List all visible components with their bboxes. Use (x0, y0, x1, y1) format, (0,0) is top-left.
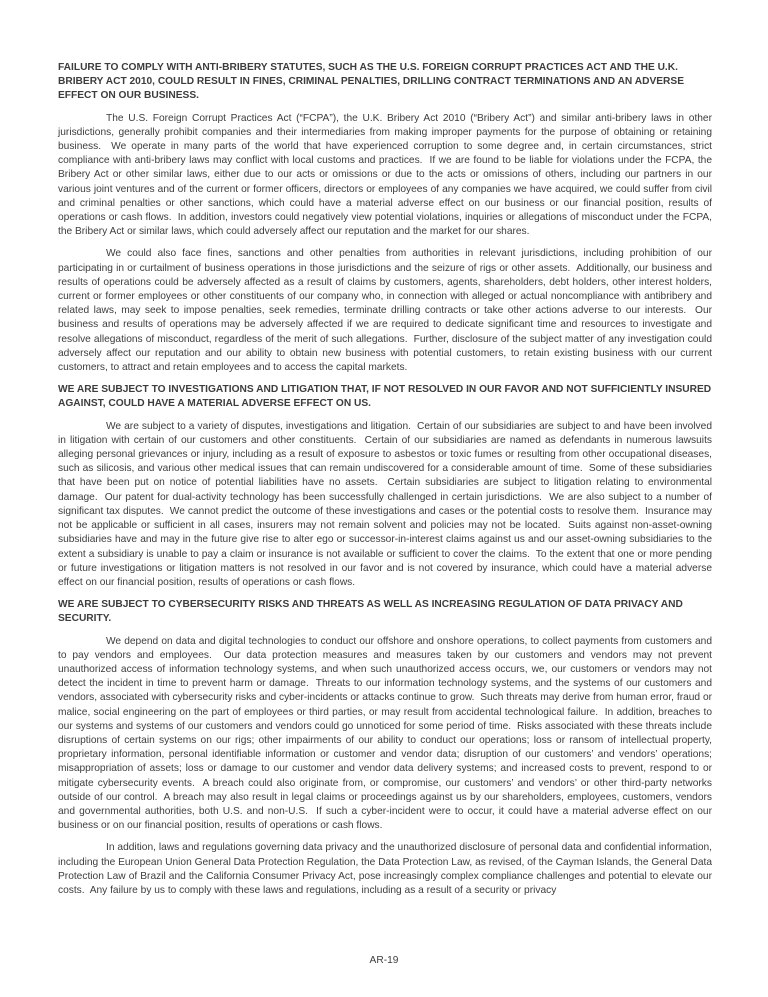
risk-factor-heading: WE ARE SUBJECT TO CYBERSECURITY RISKS AND THREATS AS WELL AS INCREASING REGULATION OF DATA PRIVACY AND SECURITY. (58, 599, 683, 625)
body-paragraph: We are subject to a variety of disputes, investigations and litigation. Certain of our subsidiaries are subject to and have been involved in litigation with certain of our customers and other constituents. Certain of our subsidiaries are named as defendants in numerous lawsuits alleging personal grievances or injury, including as a result of exposure to asbestos or toxic fumes or resulting from other occupational diseases, such as silicosis, and various other medical issues that can remain undiscovered for a considerable amount of time. Some of these subsidiaries that have been put on notice of potential liabilities have no assets. Certain subsidiaries are subject to litigation relating to environmental damage. Our patent for dual-activity technology has been successfully challenged in certain jurisdictions. We are also subject to a number of significant tax disputes. We cannot predict the outcome of these investigations and cases or the potential costs to resolve them. Insurance may not be applicable or sufficient in all cases, insurers may not remain solvent and policies may not be located. Suits against non-asset-owning subsidiaries have and may in the future give rise to alter ego or successor-in-interest claims against us and our asset-owning subsidiaries to the extent a subsidiary is unable to pay a claim or insurance is not available or sufficient to cover the claims. To the extent that one or more pending or future investigations or litigation matters is not resolved in our favor and is not covered by insurance, which could have a material adverse effect on our financial position, results of operations or cash flows. (58, 420, 712, 588)
body-paragraph: In addition, laws and regulations governing data privacy and the unauthorized disclosure of personal data and confidential information, including the European Union General Data Protection Regulation, the Data Protection Law, as revised, of the Cayman Islands, the General Data Protection Law of Brazil and the California Consumer Privacy Act, pose increasingly complex compliance challenges and potential to elevate our costs. Any failure by us to comply with these laws and regulations, including as a result of a security or privacy (58, 842, 712, 896)
risk-factor-heading: FAILURE TO COMPLY WITH ANTI-BRIBERY STATUTES, SUCH AS THE U.S. FOREIGN CORRUPT PRACTICES ACT AND THE U.K. BRIBERY ACT 2010, COULD RESULT IN FINES, CRIMINAL PENALTIES, DRILLING CONTRACT TERMINATIONS AND AN ADVERSE EFFECT ON OUR BUSINESS. (58, 62, 684, 102)
page-number: AR-19 (369, 954, 399, 966)
body-paragraph: We could also face fines, sanctions and other penalties from authorities in relevant jurisdictions, including prohibition of our participating in or curtailment of business operations in those jurisdictions and the seizure of rigs or other assets. Additionally, our business and results of operations could be adversely affected as a result of claims by customers, agents, shareholders, debt holders, other interest holders, current or former employees or other constituents of our company who, in connection with alleged or actual noncompliance with antibribery and related laws, may seek to impose penalties, seek remedies, terminate drilling contracts or take other actions adverse to our interests. Our business and results of operations may be adversely affected if we are required to dedicate significant time and resources to investigate and resolve allegations of misconduct, regardless of the merit of such allegations. Further, disclosure of the subject matter of any investigation could adversely affect our reputation and our ability to obtain new business with potential customers, to retain existing business with our current customers, to attract and retain employees and to access the capital markets. (58, 248, 712, 374)
document-body (58, 61, 712, 898)
body-paragraph: The U.S. Foreign Corrupt Practices Act (“FCPA”), the U.K. Bribery Act 2010 (“Bribery Act”) and similar anti-bribery laws in other jurisdictions, generally prohibit companies and their intermediaries from making improper payments for the purpose of obtaining or retaining business. We operate in many parts of the world that have experienced corruption to some degree and, in certain circumstances, strict compliance with anti-bribery laws may conflict with local customs and practices. If we are found to be liable for violations under the FCPA, the Bribery Act or other similar laws, either due to our acts or omissions or due to the acts or omissions of others, including our partners in our various joint ventures and of the current or former officers, directors or employees of any companies we have acquired, we could suffer from civil and criminal penalties or other sanctions, which could have a material adverse effect on our business or our financial position, results of operations or cash flows. In addition, investors could negatively view potential violations, inquiries or allegations of misconduct under the FCPA, the Bribery Act or similar laws, which could adversely affect our reputation and the market for our shares. (58, 112, 712, 238)
risk-factor-heading: WE ARE SUBJECT TO INVESTIGATIONS AND LITIGATION THAT, IF NOT RESOLVED IN OUR FAVOR AND NOT SUFFICIENTLY INSURED AGAINST, COULD HAVE A MATERIAL ADVERSE EFFECT ON US. (58, 384, 712, 410)
body-paragraph: We depend on data and digital technologies to conduct our offshore and onshore operations, to collect payments from customers and to pay vendors and employees. Our data protection measures and measures taken by our customers and vendors may not prevent unauthorized access of information technology systems, and when such unauthorized access occurs, we, our customers or vendors may not detect the incident in time to prevent harm or damage. Threats to our information technology systems, and the systems of our customers and vendors, associated with cybersecurity risks and cyber-incidents or attacks continue to grow. Such threats may derive from human error, fraud or malice, social engineering on the part of employees or third parties, or may result from accidental technological failure. In addition, breaches to our systems and systems of our customers and vendors could go unnoticed for some period of time. Risks associated with these threats include disruptions of certain systems on our rigs; other impairments of our ability to conduct our operations; loss or ransom of intellectual property, proprietary information, personal identifiable information or customer and vendor data; disruption of our customers’ and vendors’ operations; misappropriation of assets; loss or damage to our customer and vendor data delivery systems; and increased costs to prevent, respond to or mitigate cybersecurity events. A breach could also originate from, or compromise, our customers’ and vendors’ or other third-party networks outside of our control. A breach may also result in legal claims or proceedings against us by our shareholders, employees, customers, vendors and governmental authorities, both U.S. and non-U.S. If such a cyber-incident were to occur, it could have a material adverse effect on our business or on our financial position, results of operations or cash flows. (58, 635, 712, 832)
